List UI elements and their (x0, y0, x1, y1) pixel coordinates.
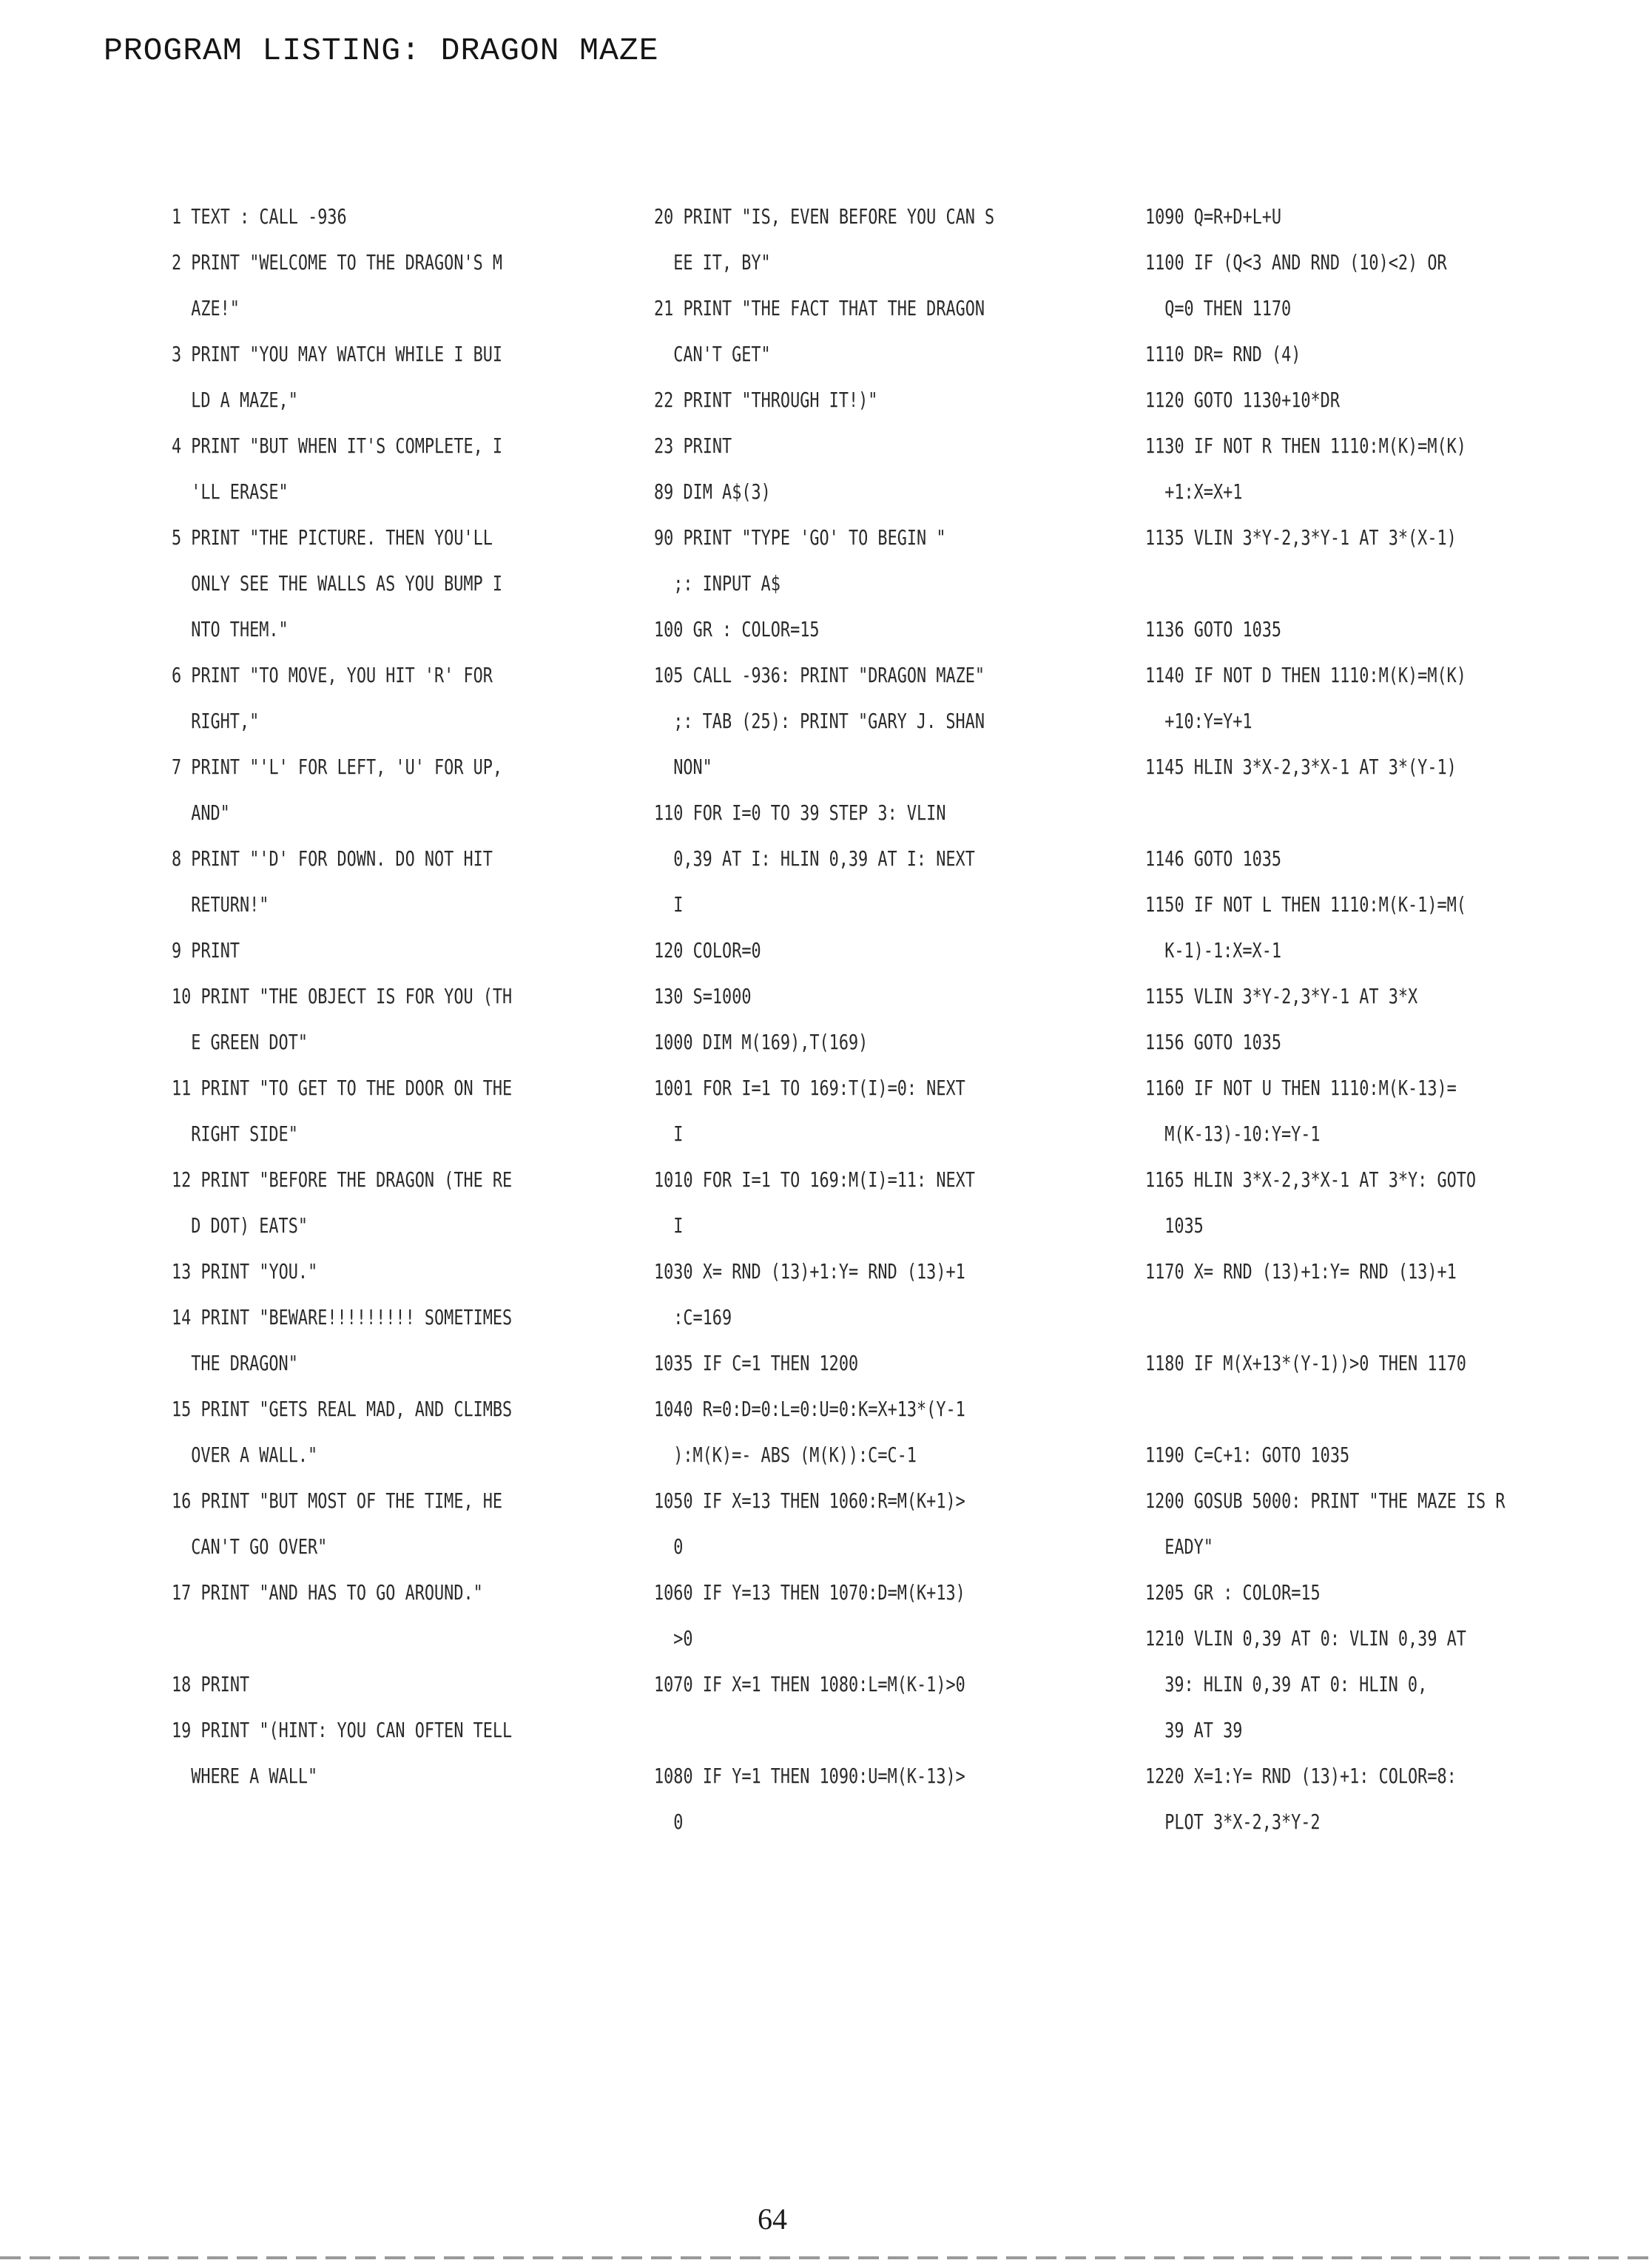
code-line: 1180 IF M(X+13*(Y-1))>0 THEN 1170 (1145, 1351, 1466, 1375)
code-line: 1060 IF Y=13 THEN 1070:D=M(K+13) (654, 1580, 965, 1605)
code-line: 1160 IF NOT U THEN 1110:M(K-13)= (1145, 1076, 1457, 1100)
code-line: 12 PRINT "BEFORE THE DRAGON (THE RE (172, 1167, 513, 1192)
code-line: :C=169 (673, 1305, 732, 1329)
code-line: RETURN!" (191, 892, 269, 917)
code-line: 1040 R=0:D=0:L=0:U=0:K=X+13*(Y-1 (654, 1397, 965, 1421)
listing-column-3 (1145, 194, 1506, 1845)
code-line: M(K-13)-10:Y=Y-1 (1164, 1122, 1321, 1146)
code-line: NTO THEM." (191, 617, 289, 641)
code-line: 18 PRINT (172, 1672, 250, 1696)
code-line: 1205 GR : COLOR=15 (1145, 1580, 1321, 1605)
code-line: 3 PRINT "YOU MAY WATCH WHILE I BUI (172, 342, 503, 366)
code-line: 14 PRINT "BEWARE!!!!!!!!! SOMETIMES (172, 1305, 513, 1329)
code-line: +1:X=X+1 (1164, 479, 1243, 504)
code-line: PLOT 3*X-2,3*Y-2 (1164, 1810, 1321, 1834)
code-line: EADY" (1164, 1534, 1213, 1559)
code-line: 130 S=1000 (654, 984, 752, 1008)
code-line: 1000 DIM M(169),T(169) (654, 1030, 869, 1054)
code-line: 90 PRINT "TYPE 'GO' TO BEGIN " (654, 525, 946, 550)
code-line: 1 TEXT : CALL -936 (172, 204, 347, 229)
code-line: I (673, 892, 684, 917)
code-line: 1156 GOTO 1035 (1145, 1030, 1282, 1054)
code-line: ONLY SEE THE WALLS AS YOU BUMP I (191, 571, 502, 596)
code-line: 1110 DR= RND (4) (1145, 342, 1301, 366)
code-line: 6 PRINT "TO MOVE, YOU HIT 'R' FOR (172, 663, 493, 687)
code-line: 1010 FOR I=1 TO 169:M(I)=11: NEXT (654, 1167, 975, 1192)
code-line: 5 PRINT "THE PICTURE. THEN YOU'LL (172, 525, 493, 550)
code-line: 9 PRINT (172, 938, 240, 962)
code-line: AND" (191, 800, 230, 825)
code-line: 1100 IF (Q<3 AND RND (10)<2) OR (1145, 250, 1447, 274)
code-line: 1035 IF C=1 THEN 1200 (654, 1351, 859, 1375)
code-line: 11 PRINT "TO GET TO THE DOOR ON THE (172, 1076, 513, 1100)
blank-line (1145, 1295, 1506, 1340)
blank-line (1145, 561, 1506, 607)
code-line: 1130 IF NOT R THEN 1110:M(K)=M(K) (1145, 434, 1466, 458)
code-line: RIGHT," (191, 709, 260, 733)
code-line: 15 PRINT "GETS REAL MAD, AND CLIMBS (172, 1397, 513, 1421)
blank-line (172, 1616, 512, 1662)
code-line: 1140 IF NOT D THEN 1110:M(K)=M(K) (1145, 663, 1466, 687)
code-line: I (673, 1122, 684, 1146)
code-line: OVER A WALL." (191, 1443, 318, 1467)
code-line: 22 PRINT "THROUGH IT!)" (654, 388, 878, 412)
code-line: 1136 GOTO 1035 (1145, 617, 1282, 641)
code-line: WHERE A WALL" (191, 1764, 318, 1788)
code-line: 'LL ERASE" (191, 479, 289, 504)
code-line: E GREEN DOT" (191, 1030, 308, 1054)
code-line: RIGHT SIDE" (191, 1122, 298, 1146)
code-line: ;: TAB (25): PRINT "GARY J. SHAN (673, 709, 985, 733)
code-line: 1165 HLIN 3*X-2,3*X-1 AT 3*Y: GOTO (1145, 1167, 1477, 1192)
code-line: 10 PRINT "THE OBJECT IS FOR YOU (TH (172, 984, 513, 1008)
code-line: 1120 GOTO 1130+10*DR (1145, 388, 1340, 412)
code-line: THE DRAGON" (191, 1351, 298, 1375)
code-line: 0 (673, 1534, 684, 1559)
code-line: 2 PRINT "WELCOME TO THE DRAGON'S M (172, 250, 503, 274)
bottom-rule (0, 2256, 1652, 2259)
code-line: 7 PRINT "'L' FOR LEFT, 'U' FOR UP, (172, 755, 503, 779)
code-line: +10:Y=Y+1 (1164, 709, 1253, 733)
code-line: AZE!" (191, 296, 240, 320)
listing-column-2 (654, 194, 994, 1845)
code-line: 16 PRINT "BUT MOST OF THE TIME, HE (172, 1488, 503, 1513)
code-line: 1210 VLIN 0,39 AT 0: VLIN 0,39 AT (1145, 1626, 1466, 1650)
code-line: 0 (673, 1810, 684, 1834)
code-line: 1135 VLIN 3*Y-2,3*Y-1 AT 3*(X-1) (1145, 525, 1457, 550)
code-line: CAN'T GO OVER" (191, 1534, 328, 1559)
listing-column-1 (172, 194, 512, 1799)
code-line: 19 PRINT "(HINT: YOU CAN OFTEN TELL (172, 1718, 513, 1742)
code-line: D DOT) EATS" (191, 1213, 308, 1238)
blank-line (1145, 790, 1506, 836)
code-line: 1090 Q=R+D+L+U (1145, 204, 1282, 229)
code-line: 1080 IF Y=1 THEN 1090:U=M(K-13)> (654, 1764, 965, 1788)
code-line: I (673, 1213, 684, 1238)
code-line: 1155 VLIN 3*Y-2,3*Y-1 AT 3*X (1145, 984, 1418, 1008)
code-line: 1190 C=C+1: GOTO 1035 (1145, 1443, 1350, 1467)
code-line: 1035 (1164, 1213, 1204, 1238)
code-line: 8 PRINT "'D' FOR DOWN. DO NOT HIT (172, 846, 493, 871)
blank-line (1145, 1386, 1506, 1432)
code-line: 89 DIM A$(3) (654, 479, 771, 504)
code-line: CAN'T GET" (673, 342, 771, 366)
code-line: 1170 X= RND (13)+1:Y= RND (13)+1 (1145, 1259, 1457, 1284)
code-line: Q=0 THEN 1170 (1164, 296, 1292, 320)
page-title: PROGRAM LISTING: DRAGON MAZE (104, 33, 659, 69)
code-line: 1001 FOR I=1 TO 169:T(I)=0: NEXT (654, 1076, 965, 1100)
code-line: ;: INPUT A$ (673, 571, 781, 596)
code-line: 110 FOR I=0 TO 39 STEP 3: VLIN (654, 800, 946, 825)
code-line: 39 AT 39 (1164, 1718, 1243, 1742)
code-line: 100 GR : COLOR=15 (654, 617, 820, 641)
code-line: 1150 IF NOT L THEN 1110:M(K-1)=M( (1145, 892, 1466, 917)
code-line: 1146 GOTO 1035 (1145, 846, 1282, 871)
code-line: 4 PRINT "BUT WHEN IT'S COMPLETE, I (172, 434, 503, 458)
code-line: 20 PRINT "IS, EVEN BEFORE YOU CAN S (654, 204, 995, 229)
code-line: 1050 IF X=13 THEN 1060:R=M(K+1)> (654, 1488, 965, 1513)
code-line: 39: HLIN 0,39 AT 0: HLIN 0, (1164, 1672, 1428, 1696)
code-line: 120 COLOR=0 (654, 938, 761, 962)
code-line: 23 PRINT (654, 434, 732, 458)
code-line: K-1)-1:X=X-1 (1164, 938, 1281, 962)
code-line: EE IT, BY" (673, 250, 771, 274)
code-line: >0 (673, 1626, 693, 1650)
code-line: 1200 GOSUB 5000: PRINT "THE MAZE IS R (1145, 1488, 1506, 1513)
code-line: 0,39 AT I: HLIN 0,39 AT I: NEXT (673, 846, 975, 871)
code-line: 1145 HLIN 3*X-2,3*X-1 AT 3*(Y-1) (1145, 755, 1457, 779)
code-line: 21 PRINT "THE FACT THAT THE DRAGON (654, 296, 985, 320)
code-line: 105 CALL -936: PRINT "DRAGON MAZE" (654, 663, 985, 687)
code-line: 1030 X= RND (13)+1:Y= RND (13)+1 (654, 1259, 965, 1284)
code-line: 1070 IF X=1 THEN 1080:L=M(K-1)>0 (654, 1672, 965, 1696)
code-line: NON" (673, 755, 712, 779)
page-number: 64 (758, 2202, 787, 2236)
code-line: ):M(K)=- ABS (M(K)):C=C-1 (673, 1443, 917, 1467)
code-line: 1220 X=1:Y= RND (13)+1: COLOR=8: (1145, 1764, 1457, 1788)
code-line: 17 PRINT "AND HAS TO GO AROUND." (172, 1580, 483, 1605)
code-line: LD A MAZE," (191, 388, 298, 412)
code-line: 13 PRINT "YOU." (172, 1259, 318, 1284)
blank-line (654, 1707, 994, 1753)
